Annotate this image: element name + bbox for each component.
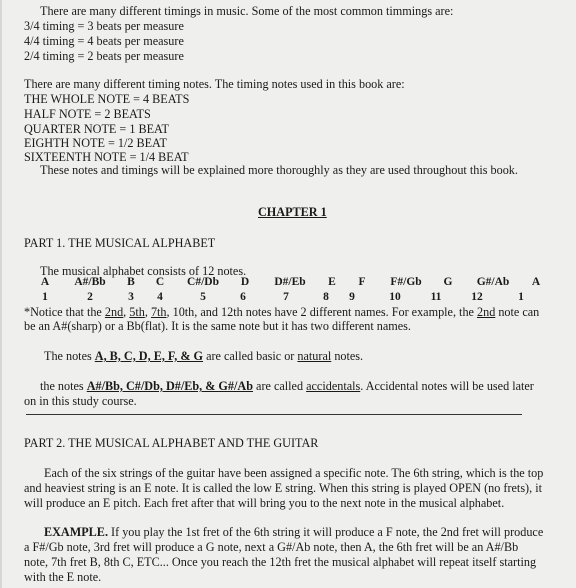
timing-4-4: 4/4 timing = 4 beats per measure [24, 34, 184, 48]
example-line-3: note, 7th fret B, 8th C, ETC... Once you reach the 12th fret the musical alphabet will repeat itself starting [24, 555, 537, 569]
acc-text: the notes [40, 379, 87, 393]
number-cell: 8 [323, 291, 329, 303]
notice-text: , [123, 305, 130, 319]
timing-3-4: 3/4 timing = 3 beats per measure [24, 19, 184, 33]
intro-line-3: These notes and timings will be explained more thoroughly as they are used throughout this book. [40, 163, 518, 177]
notice-5th: 5th [129, 305, 145, 319]
part2-para-line-1: Each of the six strings of the guitar have been assigned a specific note. The 6th string, which is the top [44, 466, 544, 480]
letter-cell: D [240, 276, 250, 288]
accidental-notes-list: A#/Bb, C#/Db, D#/Eb, & G#/Ab [86, 379, 253, 393]
note-sixteenth: SIXTEENTH NOTE = 1/4 BEAT [24, 150, 189, 164]
example-line-1 [44, 525, 543, 539]
number-cell: 11 [430, 291, 442, 303]
natural-word: natural [297, 349, 332, 363]
number-cell: 7 [283, 291, 289, 303]
letter-cell: A [40, 276, 50, 288]
alphabet-numbers-row [0, 290, 576, 304]
intro-line-2: There are many different timing notes. The timing notes used in this book are: [24, 77, 405, 91]
notice-text: , 10th, and 12th notes have 2 different names. For example, the [166, 305, 477, 319]
chapter-title: CHAPTER 1 [258, 205, 327, 219]
basic-text: are called basic or [203, 349, 298, 363]
number-cell: 6 [240, 291, 246, 303]
letter-cell: G [443, 276, 453, 288]
number-cell: 1 [518, 291, 524, 303]
notice-text: *Notice that the [24, 305, 105, 319]
basic-text: The notes [44, 349, 95, 363]
part2-para-line-3: will produce an E pitch. Each fret after that will bring you to the next note in the musical alphabet. [24, 496, 505, 510]
note-eighth: EIGHTH NOTE = 1/2 BEAT [24, 136, 167, 150]
accidentals-word: accidentals [306, 379, 361, 393]
accidentals-line-2: on in this study course. [24, 394, 137, 408]
number-cell: 2 [87, 291, 93, 303]
letter-cell: E [328, 276, 336, 288]
letter-cell: F [358, 276, 366, 288]
number-cell: 12 [471, 291, 483, 303]
letter-cell: G#/Ab [476, 276, 510, 288]
example-text: If you play the 1st fret of the 6th string it will produce a F note, the 2nd fret will produce [107, 525, 544, 539]
notice-line-1 [24, 305, 539, 319]
note-half: HALF NOTE = 2 BEATS [24, 107, 151, 121]
number-cell: 5 [200, 291, 206, 303]
basic-notes-list: A, B, C, D, E, F, & G [94, 349, 204, 363]
letter-cell: C#/Db [187, 276, 219, 288]
part2-para-line-2: and heaviest string is an E note. It is called the low E string. When this string is played OPEN (no frets), it [24, 481, 542, 495]
acc-text: . Accidental notes will be used later [360, 379, 534, 393]
example-line-4: with the E note. [24, 570, 102, 584]
basic-text: notes. [331, 349, 364, 363]
notice-2nd: 2nd [104, 305, 124, 319]
letter-cell: A [531, 276, 541, 288]
letter-cell: B [127, 276, 135, 288]
part1-intro: The musical alphabet consists of 12 notes. [40, 264, 247, 278]
notice-7th: 7th [150, 305, 167, 319]
note-whole: THE WHOLE NOTE = 4 BEATS [24, 92, 190, 106]
number-cell: 1 [42, 291, 48, 303]
basic-notes-line [44, 349, 363, 363]
part2-heading: PART 2. THE MUSICAL ALPHABET AND THE GUITAR [24, 436, 319, 450]
section-divider [26, 414, 522, 415]
example-label: EXAMPLE. [44, 525, 108, 539]
accidentals-line-1 [40, 379, 534, 393]
alphabet-letters-row [0, 275, 576, 289]
notice-text: , [144, 305, 151, 319]
acc-text: are called [252, 379, 307, 393]
intro-line-1: There are many different timings in music. Some of the most common timmings are: [40, 4, 454, 18]
number-cell: 10 [389, 291, 401, 303]
example-line-2: a F#/Gb note, 3rd fret will produce a G note, next a G#/Ab note, then A, the 6th fret will be an A#/Bb [24, 540, 519, 554]
letter-cell: C [155, 276, 165, 288]
number-cell: 9 [349, 291, 355, 303]
notice-line-2: be an A#(sharp) or a Bb(flat). It is the same note but it has two different names. [24, 319, 411, 333]
part1-heading: PART 1. THE MUSICAL ALPHABET [24, 236, 216, 250]
letter-cell: A#/Bb [74, 276, 106, 288]
timing-2-4: 2/4 timing = 2 beats per measure [24, 49, 184, 63]
number-cell: 4 [157, 291, 163, 303]
note-quarter: QUARTER NOTE = 1 BEAT [24, 122, 169, 136]
notice-2nd-second: 2nd [477, 305, 496, 319]
letter-cell: D#/Eb [274, 276, 306, 288]
number-cell: 3 [128, 291, 134, 303]
notice-text: note can [495, 305, 540, 319]
letter-cell: F#/Gb [390, 276, 422, 288]
